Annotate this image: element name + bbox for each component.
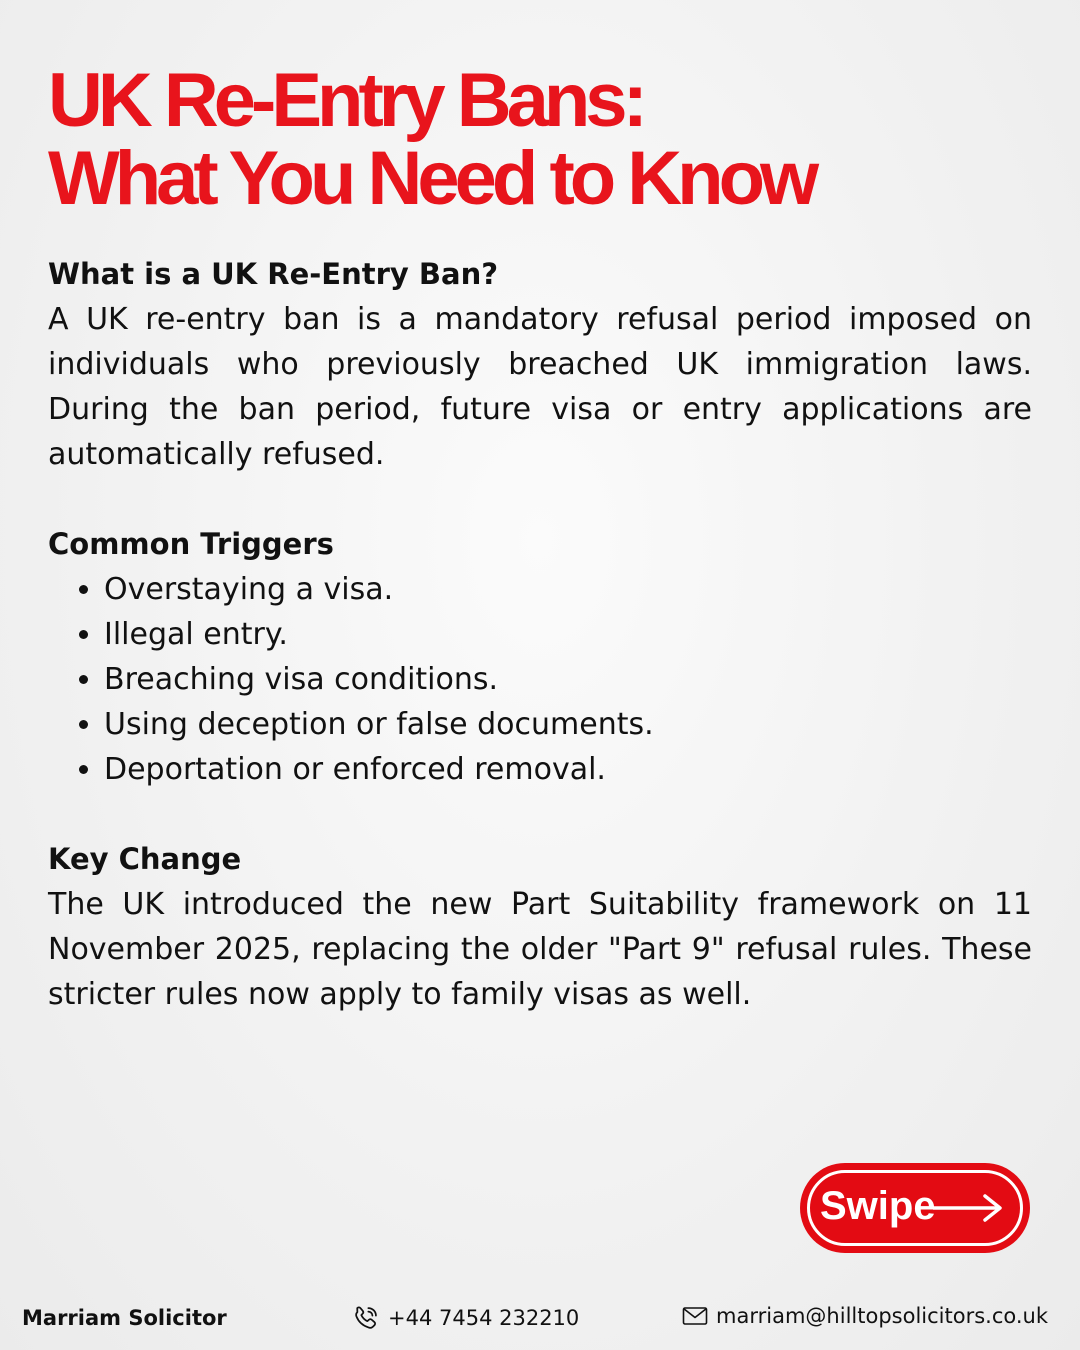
- arrow-right-icon: [933, 1193, 1005, 1223]
- list-item: • Illegal entry.: [104, 612, 1032, 657]
- phone-contact[interactable]: [352, 1304, 579, 1332]
- phone-number: +44 7454 232210: [388, 1306, 580, 1330]
- email-contact[interactable]: [682, 1304, 1048, 1328]
- section-key-change: [48, 837, 1032, 1017]
- list-item: • Deportation or enforced removal.: [104, 747, 1032, 792]
- section-body-what: A UK re-entry ban is a mandatory refusal period imposed on individuals who previously breached UK immigration laws. During the ban period, future visa or entry applications are automatically refused.: [48, 302, 1032, 472]
- phone-icon: [352, 1304, 380, 1332]
- page-title: [48, 58, 1038, 221]
- section-heading-what: What is a UK Re-Entry Ban?: [48, 257, 499, 291]
- footer: [0, 1300, 1080, 1340]
- list-item: • Breaching visa conditions.: [104, 657, 1032, 702]
- section-heading-change: Key Change: [48, 842, 242, 876]
- swipe-label: Swipe: [820, 1184, 936, 1228]
- section-body-change: The UK introduced the new Part Suitability framework on 11 November 2025, replacing the older "Part 9" refusal rules. These stricter rules now apply to family visas as well.: [48, 887, 1032, 1012]
- triggers-list: [48, 567, 1032, 792]
- title-line-2: What You Need to Know: [48, 136, 815, 221]
- list-item: • Using deception or false documents.: [104, 702, 1032, 747]
- section-what-is-ban: [48, 252, 1032, 477]
- swipe-button[interactable]: [800, 1163, 1030, 1253]
- email-address: marriam@hilltopsolicitors.co.uk: [716, 1304, 1048, 1328]
- list-item: • Overstaying a visa.: [104, 567, 1032, 612]
- mail-icon: [682, 1305, 708, 1327]
- main-content: [48, 252, 1032, 1017]
- firm-name: Marriam Solicitor: [22, 1306, 227, 1330]
- section-heading-triggers: Common Triggers: [48, 527, 334, 561]
- section-common-triggers: [48, 522, 1032, 792]
- title-line-1: UK Re-Entry Bans:: [48, 58, 643, 143]
